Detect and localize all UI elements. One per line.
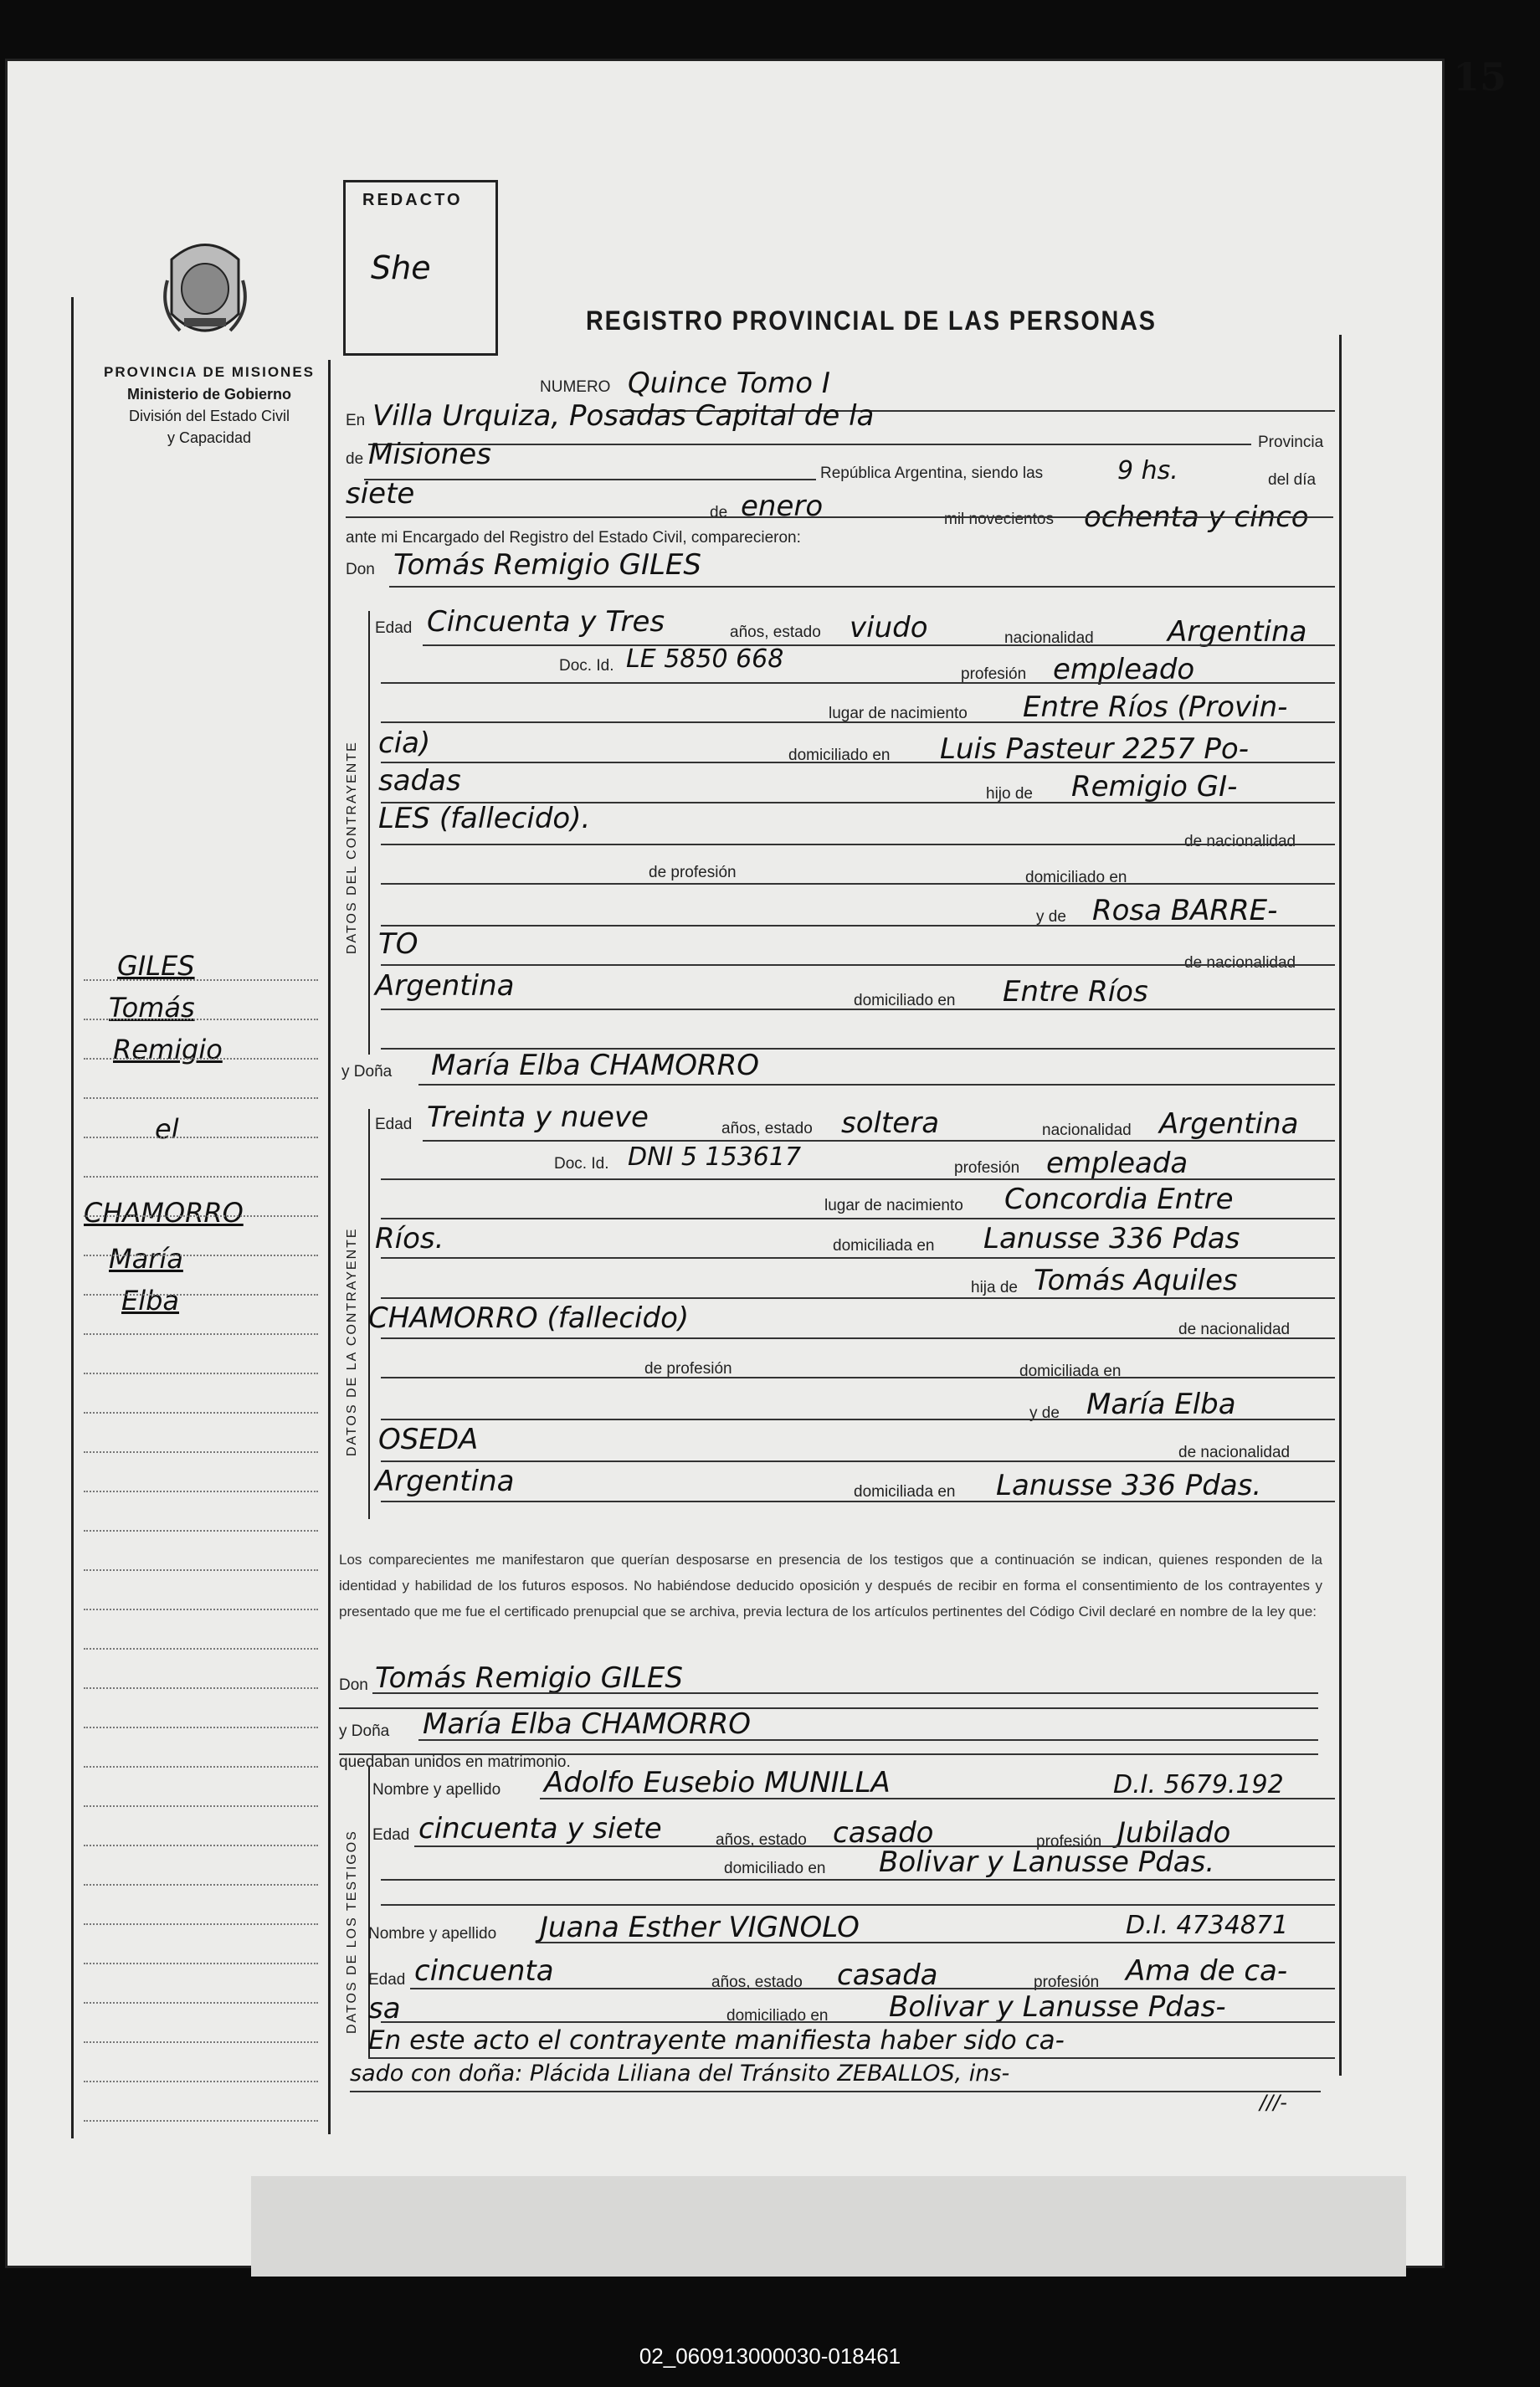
document-title: REGISTRO PROVINCIAL DE LAS PERSONAS — [586, 305, 1157, 336]
t2-dom-line — [381, 2021, 1335, 2023]
f-domicilio-label: domiciliada en — [833, 1237, 935, 1255]
c-domicilio2: sadas — [378, 764, 461, 798]
margin-rule — [84, 1412, 318, 1414]
c-doc: LE 5850 668 — [626, 644, 784, 674]
t2-domicilio: Bolivar y Lanusse Pdas- — [889, 1990, 1226, 2024]
t1-doc: D.I. 5679.192 — [1113, 1770, 1284, 1799]
t1-edad: cincuenta y siete — [418, 1812, 662, 1845]
c-nacionalidad-label: nacionalidad — [1004, 629, 1094, 647]
t1-profesion-label: profesión — [1036, 1833, 1102, 1851]
margin-elba: Elba — [121, 1285, 180, 1317]
f-hija-line — [381, 1297, 1335, 1299]
f-profesion: empleada — [1046, 1147, 1188, 1180]
margin-el: el — [155, 1113, 179, 1145]
c-domicilio: Luis Pasteur 2257 Po- — [940, 732, 1250, 766]
c-madre2: TO — [378, 927, 418, 961]
contrayente-bracket — [368, 611, 370, 1055]
f-doc: DNI 5 153617 — [628, 1142, 802, 1172]
c-domicilio-line — [381, 762, 1335, 763]
c-madre-nac-line — [381, 1009, 1335, 1010]
c-padre2: LES (fallecido). — [378, 802, 591, 835]
margin-rule — [84, 1255, 318, 1256]
t1-sep-line — [381, 1904, 1335, 1906]
f-madre2-line — [381, 1460, 1335, 1462]
u-dona-line — [418, 1739, 1318, 1741]
nota-line3: ///- — [1260, 2091, 1287, 2114]
f-domiciliada-label: domiciliada en — [1019, 1363, 1122, 1380]
u-dona-label: y Doña — [339, 1722, 390, 1740]
f-estado-label: años, estado — [721, 1120, 813, 1137]
t1-domicilio: Bolivar y Lanusse Pdas. — [879, 1845, 1215, 1879]
margin-rule — [84, 1137, 318, 1138]
f-madre-domicilio: Lanusse 336 Pdas. — [996, 1469, 1262, 1502]
t1-dom-line — [381, 1879, 1335, 1881]
mes-value: enero — [741, 490, 824, 523]
c-doc-label: Doc. Id. — [559, 657, 614, 675]
f-padre2-line — [381, 1337, 1335, 1339]
c-lugar-line — [381, 721, 1335, 723]
f-madre-nac-line — [381, 1501, 1335, 1502]
margin-rule — [84, 1294, 318, 1296]
t2-profesion: Ama de ca- — [1126, 1954, 1288, 1988]
c-lugar: Entre Ríos (Provin- — [1023, 690, 1288, 724]
margin-rule — [84, 1451, 318, 1453]
f-edad: Treinta y nueve — [427, 1101, 649, 1134]
margin-rule — [84, 1019, 318, 1020]
margin-rule — [84, 1491, 318, 1492]
c-lugar-label: lugar de nacimiento — [829, 705, 968, 722]
provincia-label: Provincia — [1258, 434, 1324, 451]
margin-rule — [84, 1569, 318, 1571]
c-domiciliado-label: domiciliado en — [1025, 869, 1127, 886]
c-doc-line — [381, 682, 1335, 684]
margin-rule — [84, 1845, 318, 1846]
numero-value: Quince Tomo I — [628, 367, 830, 400]
coat-of-arms-icon — [155, 234, 255, 352]
de2-label: de — [710, 504, 728, 521]
redacto-value: She — [371, 249, 431, 286]
dia-line — [346, 516, 1333, 518]
margin-rule — [84, 1923, 318, 1925]
don-label: Don — [346, 561, 375, 578]
margin-rule — [84, 1097, 318, 1099]
t2-anios-label: años, estado — [711, 1974, 803, 1991]
republica-label: República Argentina, siendo las — [820, 465, 1044, 482]
f-profesion-label: profesión — [954, 1159, 1020, 1177]
margin-rule — [84, 1884, 318, 1886]
margin-rule — [84, 1805, 318, 1807]
c-estado-label: años, estado — [730, 624, 821, 641]
f-lugar-label: lugar de nacimiento — [824, 1197, 963, 1214]
margin-rule — [84, 1766, 318, 1768]
hora-value: 9 hs. — [1117, 456, 1178, 485]
margin-rule — [84, 1687, 318, 1689]
c-padre: Remigio GI- — [1071, 770, 1238, 803]
t1-domiciliado-label: domiciliado en — [724, 1860, 826, 1877]
f-lugar2: Ríos. — [375, 1222, 444, 1255]
nota1-line — [368, 2057, 1335, 2059]
dona-label: y Doña — [341, 1063, 393, 1081]
f-de-nac-label: de nacionalidad — [1178, 1321, 1291, 1338]
margin-rule — [84, 2081, 318, 2082]
t2-doc: D.I. 4734871 — [1126, 1911, 1289, 1940]
margin-tomas: Tomás — [109, 992, 195, 1024]
en-label: En — [346, 412, 366, 429]
f-madre-line — [381, 1419, 1335, 1420]
margin-rule — [84, 1530, 318, 1532]
de-label: de — [346, 450, 364, 468]
t2-nombre-label: Nombre y apellido — [368, 1925, 497, 1943]
margin-rule — [84, 2120, 318, 2122]
f-doc-label: Doc. Id. — [554, 1155, 609, 1173]
contrayente-section-label: DATOS DEL CONTRAYENTE — [345, 741, 359, 954]
f-hija-label: hija de — [971, 1279, 1018, 1296]
body-right-rule — [1339, 335, 1342, 2076]
nota2-line — [350, 2091, 1321, 2092]
margin-rule — [84, 2041, 318, 2043]
u-quedaban: quedaban unidos en matrimonio. — [339, 1753, 571, 1771]
f-domicilio-line — [381, 1257, 1335, 1259]
en-value: Villa Urquiza, Posadas Capital de la — [372, 399, 875, 433]
del-dia-label: del día — [1268, 471, 1317, 489]
issuer-block — [84, 362, 335, 449]
t1-nombre: Adolfo Eusebio MUNILLA — [544, 1766, 891, 1799]
issuer-capacity: y Capacidad — [167, 429, 252, 446]
t2-edad-label: Edad — [368, 1971, 406, 1989]
body-left-rule — [328, 360, 331, 2134]
c-madre-domicilio-label: domiciliado en — [854, 992, 956, 1009]
de-line — [364, 479, 816, 480]
c-edad-line — [423, 644, 1335, 646]
t1-edad-label: Edad — [372, 1826, 410, 1844]
margin-rule — [84, 1058, 318, 1060]
t1-anios-label: años, estado — [716, 1831, 807, 1849]
image-footer-code: 02_060913000030-018461 — [639, 2343, 901, 2369]
u-don: Tomás Remigio GILES — [375, 1661, 683, 1695]
f-madre-nacionalidad: Argentina — [375, 1465, 515, 1498]
dona-nombre: María Elba CHAMORRO — [431, 1049, 760, 1082]
anio-value: ochenta y cinco — [1084, 501, 1309, 534]
margin-rule — [84, 1215, 318, 1217]
c-nacionalidad: Argentina — [1168, 615, 1307, 649]
t2-profesion-label: profesión — [1034, 1974, 1100, 1991]
t1-nombre-label: Nombre y apellido — [372, 1781, 501, 1799]
numero-label: NUMERO — [540, 378, 611, 396]
en-line — [368, 444, 1251, 445]
f-padre: Tomás Aquiles — [1034, 1264, 1238, 1297]
f-lugar: Concordia Entre — [1004, 1183, 1234, 1216]
c-madre: Rosa BARRE- — [1092, 894, 1278, 927]
margin-rule — [84, 979, 318, 981]
t2-edad-line — [410, 1988, 1335, 1989]
f-madre-domicilio-label: domiciliada en — [854, 1483, 956, 1501]
c-profesion-label: profesión — [961, 665, 1027, 683]
margin-remigio: Remigio — [113, 1034, 223, 1065]
u-don-line — [372, 1692, 1318, 1694]
margin-maria: María — [109, 1243, 183, 1275]
margin-chamorro: CHAMORRO — [84, 1197, 244, 1229]
testigos-section-label: DATOS DE LOS TESTIGOS — [345, 1830, 359, 2034]
margin-giles: GILES — [117, 950, 195, 982]
f-padre2: CHAMORRO (fallecido) — [368, 1301, 690, 1335]
t2-estado: casada — [837, 1958, 938, 1992]
margin-rule — [84, 1176, 318, 1178]
t2-nombre: Juana Esther VIGNOLO — [540, 1911, 860, 1944]
c-padre2-line — [381, 844, 1335, 845]
c-edad: Cincuenta y Tres — [427, 605, 665, 639]
c-prof-line — [381, 883, 1335, 885]
f-madre: María Elba — [1086, 1388, 1236, 1421]
contrayenta-section-label: DATOS DE LA CONTRAYENTE — [345, 1227, 359, 1456]
c-y-de-label: y de — [1036, 908, 1066, 926]
declaration-text: Los comparecientes me manifestaron que querían desposarse en presencia de los testigos que a continuación se indican, quienes responden de la identidad y habilidad de los futuros esposos. No habiéndose deducido oposición y después de recibir en forma el consentimiento de los contrayentes y presentado que me fue el certificado prenupcial que se archiva, previa lectura de los artículos pertinentes del Código Civil declaré en nombre de la ley que: — [339, 1552, 1322, 1620]
left-margin-rule — [71, 297, 74, 2138]
nota-line1: En este acto el contrayente manifiesta haber sido ca- — [368, 2025, 1065, 2056]
c-profesion: empleado — [1053, 653, 1195, 686]
t2-profesion2: sa — [368, 1992, 401, 2025]
f-nacionalidad: Argentina — [1159, 1107, 1299, 1141]
c-madre2-line — [381, 964, 1335, 966]
c-domicilio-label: domiciliado en — [788, 747, 891, 764]
margin-rule — [84, 1609, 318, 1610]
f-edad-label: Edad — [375, 1116, 413, 1133]
f-lugar-line — [381, 1218, 1335, 1219]
issuer-province: PROVINCIA DE MISIONES — [103, 364, 315, 380]
redacto-label: REDACTO — [362, 191, 463, 209]
t1-estado: casado — [833, 1816, 934, 1850]
c-madre-domicilio: Entre Ríos — [1003, 975, 1148, 1009]
ante-label: ante mi Encargado del Registro del Estado Civil, comparecieron: — [346, 529, 801, 547]
c-de-profesion-label: de profesión — [649, 864, 737, 881]
margin-rule — [84, 1373, 318, 1374]
f-edad-line — [423, 1140, 1335, 1142]
redacto-box — [343, 180, 498, 356]
nota-line2: sado con doña: Plácida Liliana del Tránsito ZEBALLOS, ins- — [350, 2061, 1010, 2087]
dia-value: siete — [346, 477, 415, 511]
f-y-de-label: y de — [1029, 1404, 1060, 1422]
margin-rule — [84, 1963, 318, 1964]
c-estado: viudo — [850, 611, 928, 644]
t2-edad: cincuenta — [414, 1954, 554, 1988]
u-dona: María Elba CHAMORRO — [423, 1707, 752, 1741]
f-madre2: OSEDA — [378, 1423, 479, 1456]
de-value: Misiones — [368, 438, 491, 471]
issuer-division: División del Estado Civil — [128, 408, 290, 424]
mil-label: mil novecientos — [944, 511, 1054, 528]
u-don-label: Don — [339, 1676, 368, 1694]
margin-rule — [84, 2002, 318, 2004]
t2-nombre-line — [536, 1942, 1335, 1943]
dona-line — [418, 1084, 1335, 1086]
c-edad-label: Edad — [375, 619, 413, 637]
margin-rule — [84, 1333, 318, 1335]
c-hijo-label: hijo de — [986, 785, 1033, 803]
t2-domiciliado-label: domiciliado en — [726, 2007, 829, 2025]
f-de-nac2-label: de nacionalidad — [1178, 1444, 1291, 1461]
f-nacionalidad-label: nacionalidad — [1042, 1122, 1132, 1139]
f-prof-line — [381, 1377, 1335, 1378]
issuer-ministry: Ministerio de Gobierno — [126, 386, 291, 403]
don-line — [389, 586, 1335, 588]
f-doc-line — [381, 1178, 1335, 1180]
c-de-nac2-label: de nacionalidad — [1184, 954, 1296, 972]
f-de-profesion-label: de profesión — [644, 1360, 732, 1378]
underlying-sheet — [251, 2176, 1406, 2277]
don-value: Tomás Remigio GILES — [393, 548, 701, 582]
c-de-nac-label: de nacionalidad — [1184, 833, 1296, 850]
f-estado: soltera — [841, 1106, 940, 1140]
margin-rule — [84, 1727, 318, 1728]
t1-profesion: Jubilado — [1117, 1816, 1231, 1850]
page-number: 15 — [1452, 54, 1507, 100]
c-madre-nacionalidad: Argentina — [375, 969, 515, 1003]
c-lugar2: cia) — [378, 726, 431, 760]
c-madre-line — [381, 925, 1335, 927]
margin-rule — [84, 1648, 318, 1650]
f-domicilio: Lanusse 336 Pdas — [983, 1222, 1240, 1255]
t1-nombre-line — [540, 1798, 1335, 1799]
